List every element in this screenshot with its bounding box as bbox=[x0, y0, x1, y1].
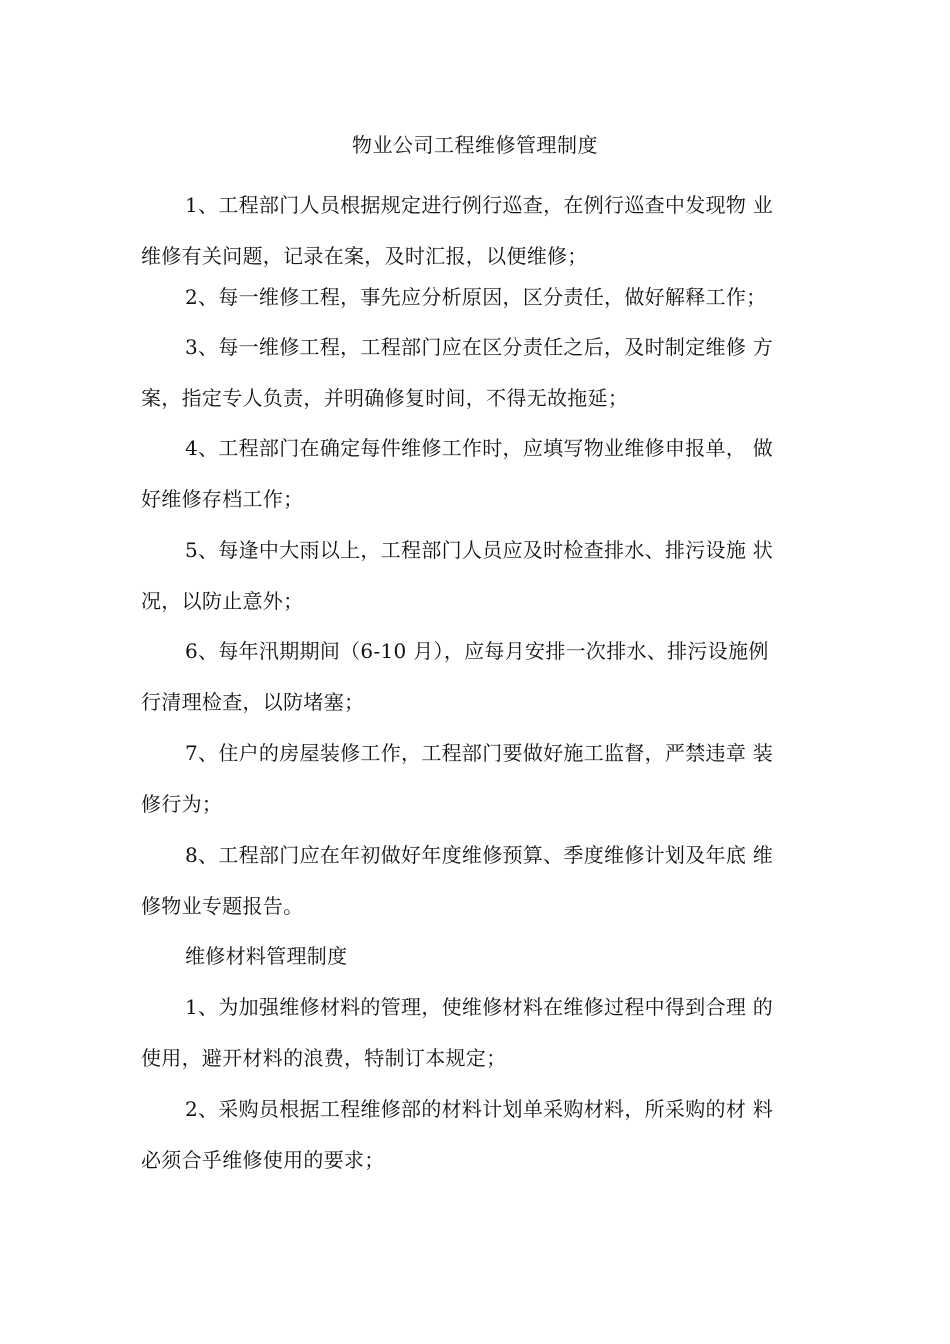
paragraph-line: 好维修存档工作； bbox=[141, 487, 304, 511]
paragraph-section2-item-2 bbox=[141, 1084, 817, 1186]
paragraph-line: 6、每年汛期期间（6-10 月），应每月安排一次排水、排污设施例 bbox=[185, 639, 769, 663]
paragraph-line: 5、每逢中大雨以上，工程部门人员应及时检查排水、排污设施 状 bbox=[185, 538, 774, 562]
paragraph-line: 2、采购员根据工程维修部的材料计划单采购材料，所采购的材 料 bbox=[185, 1097, 774, 1121]
paragraph-item-2 bbox=[141, 272, 817, 323]
paragraph-line: 使用，避开材料的浪费，特制订本规定； bbox=[141, 1046, 507, 1070]
paragraph-line: 3、每一维修工程，工程部门应在区分责任之后，及时制定维修 方 bbox=[185, 335, 774, 359]
paragraph-line: 1、工程部门人员根据规定进行例行巡查，在例行巡查中发现物 业 bbox=[185, 193, 774, 217]
paragraph-item-1 bbox=[141, 180, 817, 282]
paragraph-item-6 bbox=[141, 626, 817, 728]
paragraph-item-3 bbox=[141, 322, 817, 424]
paragraph-line: 修行为； bbox=[141, 792, 223, 816]
paragraph-section2-item-1 bbox=[141, 982, 817, 1084]
section-title: 维修材料管理制度 bbox=[185, 944, 348, 968]
paragraph-line: 案，指定专人负责，并明确修复时间，不得无故拖延； bbox=[141, 386, 629, 410]
paragraph-line: 维修有关问题，记录在案，及时汇报，以便维修； bbox=[141, 244, 588, 268]
paragraph-line: 必须合乎维修使用的要求； bbox=[141, 1148, 385, 1172]
paragraph-line: 1、为加强维修材料的管理，使维修材料在维修过程中得到合理 的 bbox=[185, 995, 774, 1019]
paragraph-line: 7、住户的房屋装修工作，工程部门要做好施工监督，严禁违章 装 bbox=[185, 741, 774, 765]
paragraph-line: 2、每一维修工程，事先应分析原因，区分责任，做好解释工作； bbox=[185, 285, 767, 309]
paragraph-line: 况，以防止意外； bbox=[141, 589, 304, 613]
paragraph-line: 修物业专题报告。 bbox=[141, 894, 304, 918]
paragraph-line: 8、工程部门应在年初做好年度维修预算、季度维修计划及年底 维 bbox=[185, 843, 774, 867]
paragraph-item-5 bbox=[141, 525, 817, 627]
paragraph-line: 4、工程部门在确定每件维修工作时，应填写物业维修申报单， 做 bbox=[185, 436, 774, 460]
paragraph-item-4 bbox=[141, 423, 817, 525]
document-title: 物业公司工程维修管理制度 bbox=[352, 133, 598, 157]
paragraph-line: 行清理检查，以防堵塞； bbox=[141, 690, 365, 714]
paragraph-item-7 bbox=[141, 728, 817, 830]
paragraph-item-8 bbox=[141, 830, 817, 932]
